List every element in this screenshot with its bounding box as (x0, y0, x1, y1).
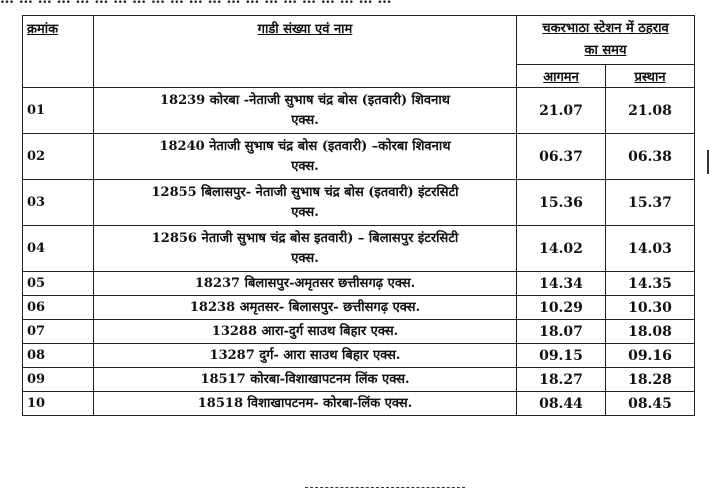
serial-cell: 09 (23, 368, 94, 392)
departure-cell: 15.37 (606, 180, 695, 226)
table-row (23, 226, 695, 272)
serial-cell: 01 (23, 88, 94, 134)
serial-cell: 03 (23, 180, 94, 226)
table-row (23, 180, 695, 226)
serial-cell: 04 (23, 226, 94, 272)
departure-cell: 10.30 (606, 296, 695, 320)
train-name-cell: 18237 बिलासपुर-अमृतसर छत्तीसगढ़ एक्स. (94, 272, 517, 296)
table-row (23, 296, 695, 320)
table-row (23, 134, 695, 180)
edge-mark (707, 150, 709, 174)
arrival-cell: 10.29 (517, 296, 606, 320)
header-halt-line2: का समय (584, 43, 627, 58)
arrival-cell: 18.27 (517, 368, 606, 392)
train-name-cell: 18518 विशाखापटनम- कोरबा-लिंक एक्स. (94, 392, 517, 416)
header-serial: क्रमांक (23, 16, 94, 88)
arrival-cell: 09.15 (517, 344, 606, 368)
arrival-cell: 08.44 (517, 392, 606, 416)
train-name-cell: 13287 दुर्ग- आरा साउथ बिहार एक्स. (94, 344, 517, 368)
arrival-cell: 14.02 (517, 226, 606, 272)
footer-divider (305, 487, 465, 488)
serial-cell: 08 (23, 344, 94, 368)
table-row (23, 368, 695, 392)
departure-cell: 14.03 (606, 226, 695, 272)
table-row (23, 88, 695, 134)
table-row (23, 272, 695, 296)
table-row (23, 344, 695, 368)
header-departure: प्रस्थान (606, 65, 695, 88)
arrival-cell: 18.07 (517, 320, 606, 344)
cut-off-top-text (0, 0, 723, 5)
train-name-cell: 18517 कोरबा-विशाखापटनम लिंक एक्स. (94, 368, 517, 392)
train-name-cell: 18240 नेताजी सुभाष चंद्र बोस (इतवारी) –कोरबा शिवनाथ एक्स. (94, 134, 517, 180)
serial-cell: 05 (23, 272, 94, 296)
arrival-cell: 06.37 (517, 134, 606, 180)
departure-cell: 18.28 (606, 368, 695, 392)
departure-cell: 08.45 (606, 392, 695, 416)
header-train-name: गाडी संख्या एवं नाम (94, 16, 517, 88)
train-name-cell: 18238 अमृतसर- बिलासपुर- छत्तीसगढ़ एक्स. (94, 296, 517, 320)
serial-cell: 02 (23, 134, 94, 180)
departure-cell: 18.08 (606, 320, 695, 344)
train-name-cell: 12855 बिलासपुर- नेताजी सुभाष चंद्र बोस (इतवारी) इंटरसिटी एक्स. (94, 180, 517, 226)
arrival-cell: 15.36 (517, 180, 606, 226)
header-halt-time (517, 16, 695, 65)
header-arrival: आगमन (517, 65, 606, 88)
header-halt-line1: चकरभाठा स्टेशन में ठहराव (542, 21, 669, 36)
serial-cell: 10 (23, 392, 94, 416)
serial-cell: 06 (23, 296, 94, 320)
train-halt-table (22, 15, 695, 416)
arrival-cell: 21.07 (517, 88, 606, 134)
departure-cell: 14.35 (606, 272, 695, 296)
departure-cell: 21.08 (606, 88, 695, 134)
table-row (23, 320, 695, 344)
departure-cell: 09.16 (606, 344, 695, 368)
train-name-cell: 13288 आरा-दुर्ग साउथ बिहार एक्स. (94, 320, 517, 344)
arrival-cell: 14.34 (517, 272, 606, 296)
train-name-cell: 18239 कोरबा -नेताजी सुभाष चंद्र बोस (इतवारी) शिवनाथ एक्स. (94, 88, 517, 134)
train-name-cell: 12856 नेताजी सुभाष चंद्र बोस इतवारी) – बिलासपुर इंटरसिटी एक्स. (94, 226, 517, 272)
departure-cell: 06.38 (606, 134, 695, 180)
table-row (23, 392, 695, 416)
serial-cell: 07 (23, 320, 94, 344)
